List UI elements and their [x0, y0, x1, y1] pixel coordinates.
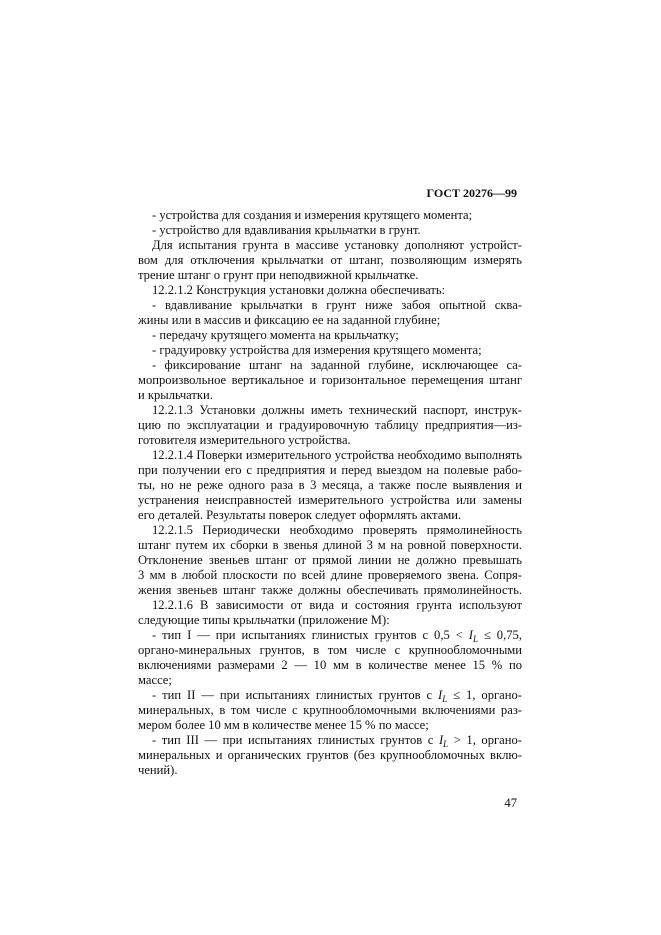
- text-line: минеральных, в том числе с крупнообломочными включениями раз-: [138, 703, 522, 717]
- text-line: ты, но не реже одного раза в 3 месяца, а также после выявления и: [138, 478, 522, 492]
- text-line: минеральных и органических грунтов (без крупнообломочных вклю-: [138, 748, 522, 762]
- text-line: устранения неисправностей измерительного устройства или замены: [138, 493, 522, 507]
- text-line: - тип I — при испытаниях глинистых грунтов с $0,5 < I_L \le 0,75$,: [152, 628, 522, 644]
- text-line: штанг путем их сборки в звенья длиной 3 м на ровной поверхности.: [138, 538, 522, 552]
- text-line: 12.2.1.3 Установки должны иметь технический паспорт, инструк-: [152, 403, 522, 417]
- liquidity-index-symbol: I: [438, 733, 444, 747]
- text-line: Для испытания грунта в массиве установку дополняют устройст-: [152, 238, 522, 252]
- text-line: его деталей. Результаты поверок следует оформлять актами.: [138, 508, 462, 522]
- text-line: готовителя измерительного устройства.: [138, 433, 351, 447]
- text-line: 12.2.1.4 Поверки измерительного устройства необходимо выполнять: [152, 448, 522, 462]
- text-line: 3 мм в любой плоскости по всей длине проверяемого звена. Сопря-: [138, 568, 522, 582]
- text-line: - фиксирование штанг на заданной глубине, исключающее са-: [152, 358, 522, 372]
- document-body: [138, 208, 522, 778]
- liquidity-index-subscript: L: [442, 694, 448, 704]
- text-line: 12.2.1.6 В зависимости от вида и состояния грунта используют: [152, 598, 522, 612]
- text-line: включениями размерами 2 — 10 мм в количестве менее 15 % по: [138, 658, 522, 672]
- text-line: органо-минеральных грунтов, в том числе с крупнообломочными: [138, 643, 522, 657]
- text-line: - устройства для создания и измерения крутящего момента;: [152, 208, 473, 222]
- text-line: следующие типы крыльчатки (приложение М):: [138, 613, 390, 627]
- text-line: при получении его с предприятия и перед выездом на полевые рабо-: [138, 463, 522, 477]
- text-line: массе;: [138, 673, 172, 687]
- text-line: - вдавливание крыльчатки в грунт ниже забоя опытной сква-: [152, 298, 522, 312]
- text-line: мером более 10 мм в количестве менее 15 % по массе;: [138, 718, 429, 732]
- text-line: чений).: [138, 763, 178, 777]
- text-line: - передачу крутящего момента на крыльчатку;: [152, 328, 399, 342]
- text-line: жины или в массив и фиксацию ее на заданной глубине;: [138, 313, 441, 327]
- text-line: трение штанг о грунт при неподвижной крыльчатке.: [138, 268, 419, 282]
- liquidity-index-symbol: I: [468, 628, 473, 642]
- text-line: Отклонение звеньев штанг от прямой линии не должно превышать: [138, 553, 522, 567]
- text-line: вом для отключения крыльчатки от штанг, позволяющим измерять: [138, 253, 522, 267]
- text-line: и крыльчатки.: [138, 388, 213, 402]
- liquidity-index-symbol: I: [438, 688, 443, 702]
- text-line: - тип II — при испытаниях глинистых грунтов с $I_L \le 1$, органо-: [152, 688, 522, 704]
- liquidity-index-subscript: L: [443, 739, 449, 749]
- text-line: 12.2.1.5 Периодически необходимо проверять прямолинейность: [152, 523, 522, 537]
- page-number: 47: [504, 796, 517, 810]
- liquidity-index-subscript: L: [472, 634, 478, 644]
- text-line: - тип III — при испытаниях глинистых грунтов с $I_L > 1$, органо-: [152, 733, 522, 749]
- text-line: мопроизвольное вертикальное и горизонтальное перемещения штанг: [138, 373, 522, 387]
- text-line: жения звеньев штанг также должны обеспечивать прямолинейность.: [138, 583, 522, 597]
- text-line: цию по эксплуатации и градуировочную таблицу предприятия—из-: [138, 418, 522, 432]
- text-line: 12.2.1.2 Конструкция установки должна обеспечивать:: [152, 283, 446, 297]
- document-header: ГОСТ 20276—99: [426, 186, 517, 200]
- text-line: - устройство для вдавливания крыльчатки в грунт.: [152, 223, 421, 237]
- text-line: - градуировку устройства для измерения крутящего момента;: [152, 343, 482, 357]
